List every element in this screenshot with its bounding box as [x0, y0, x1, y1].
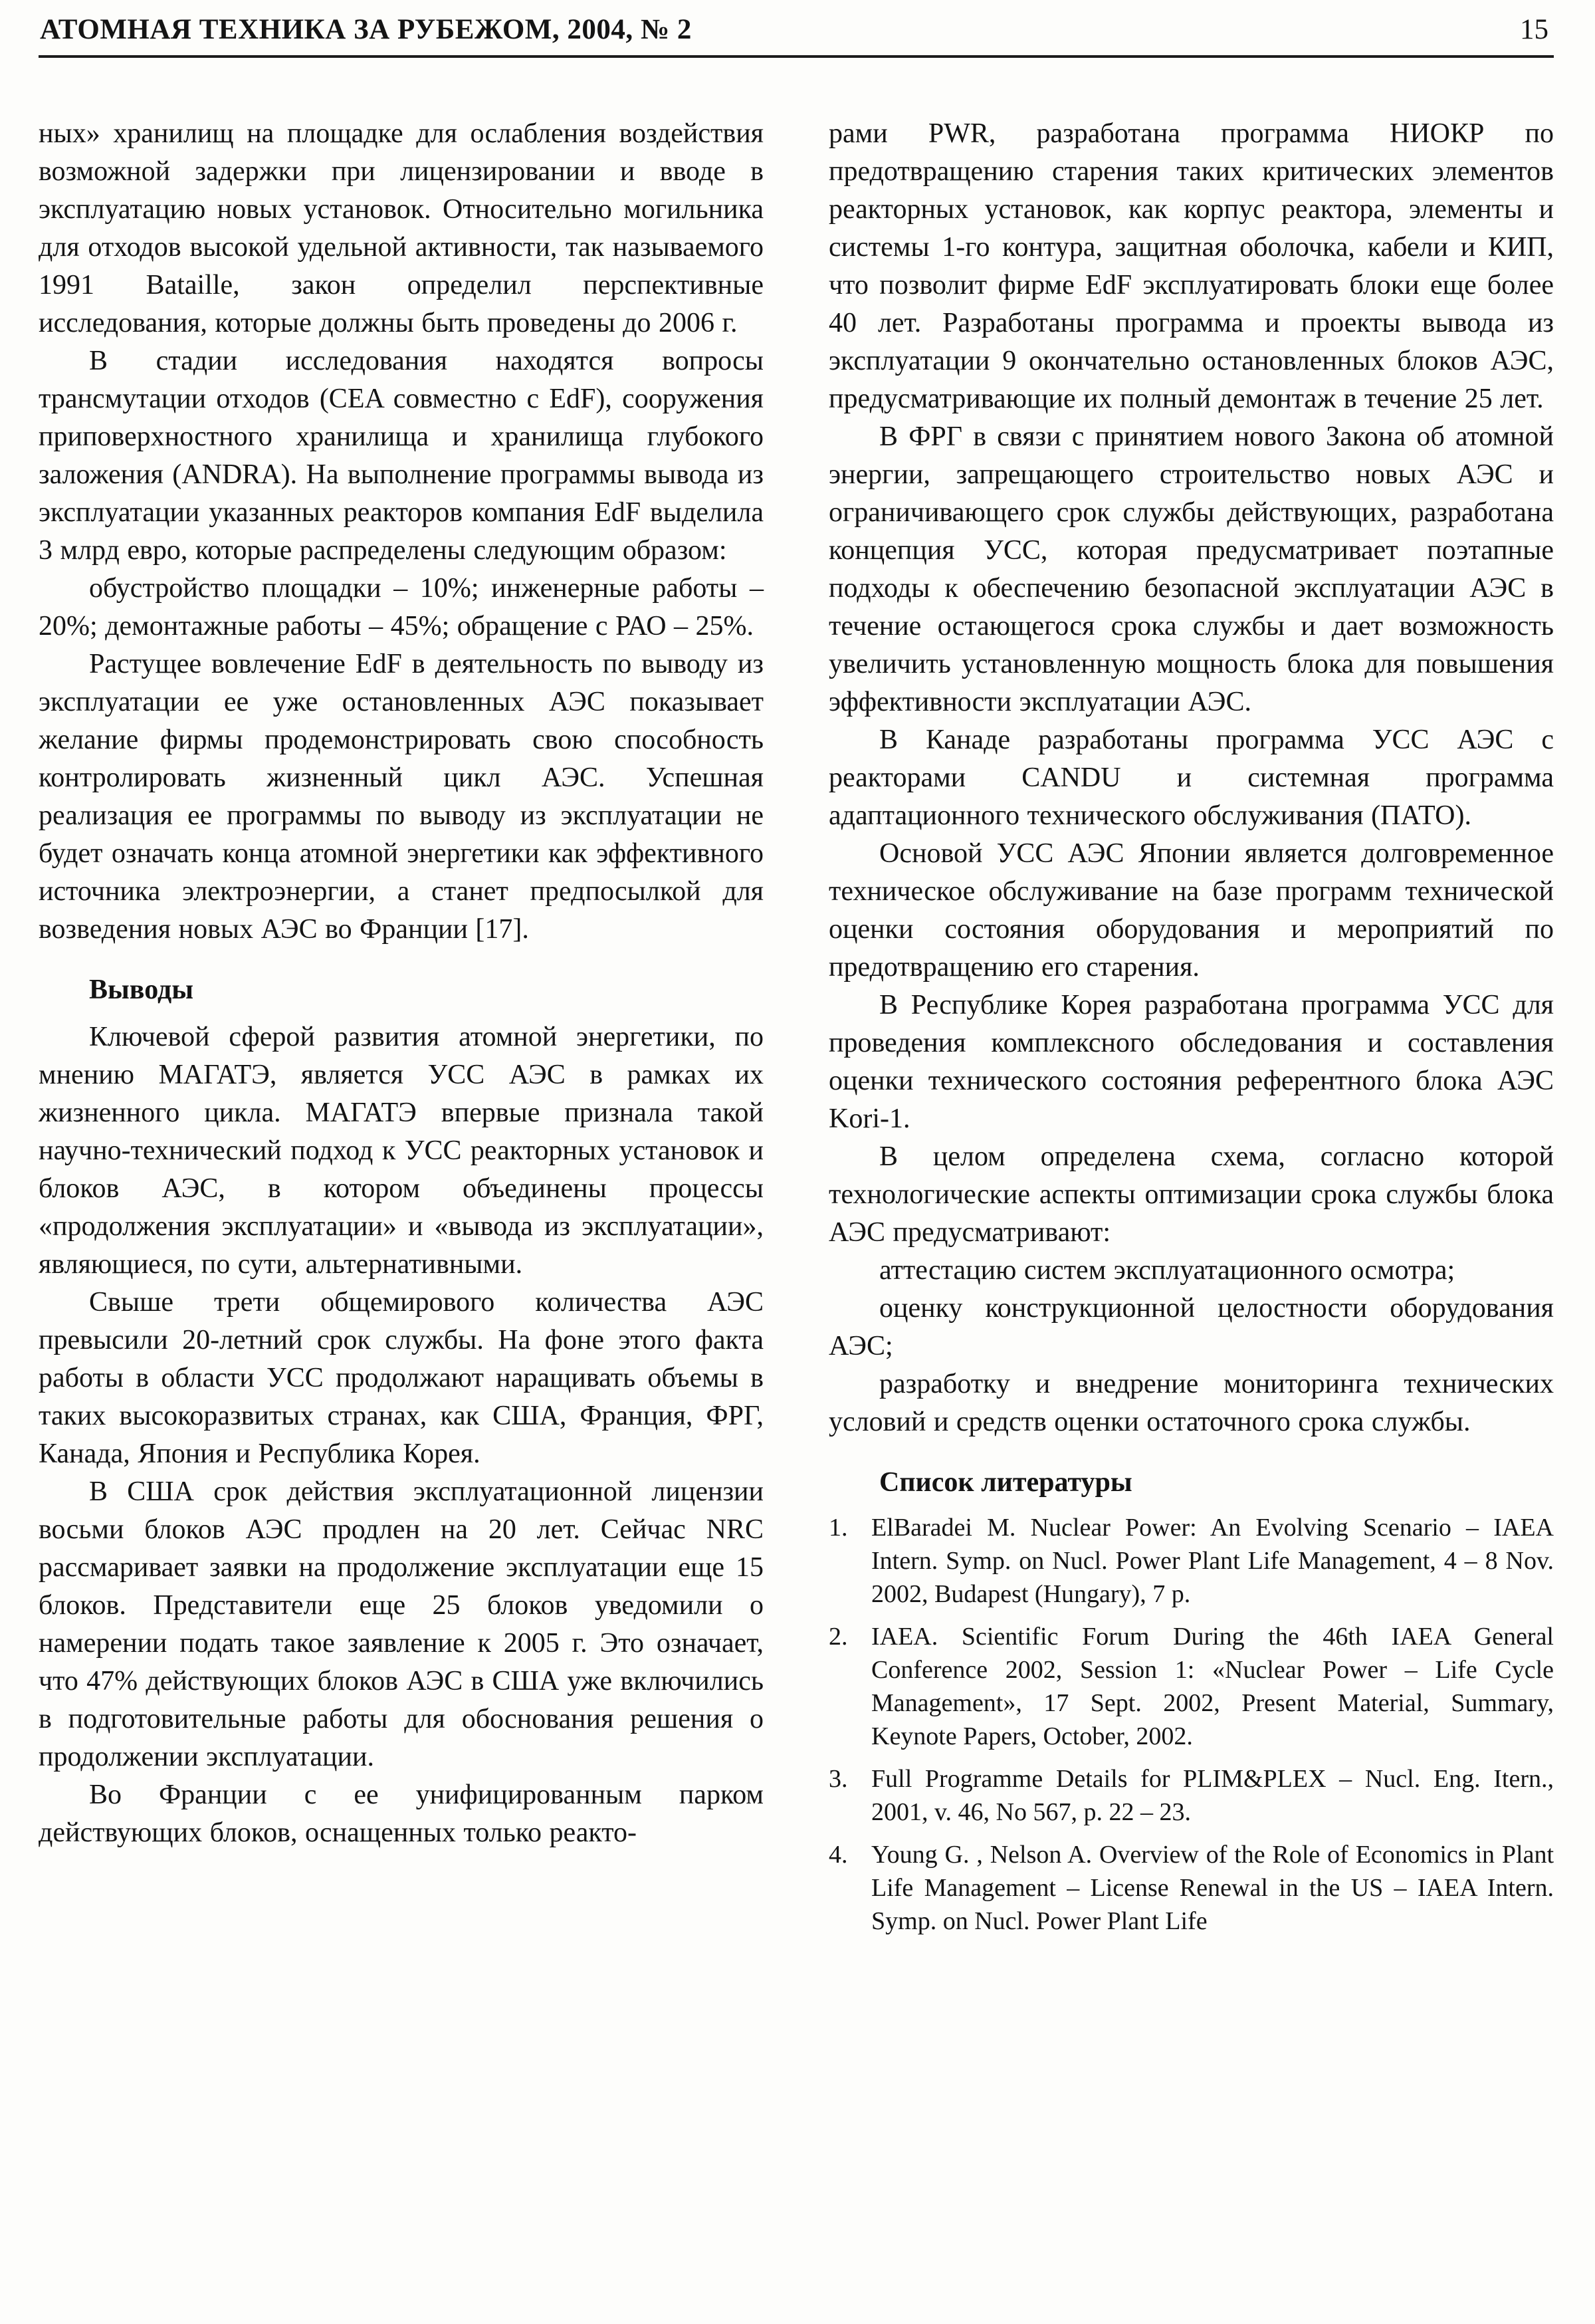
section-heading-references: Список литературы: [879, 1467, 1132, 1498]
page-number: 15: [1520, 14, 1548, 45]
reference-item: [829, 1762, 1554, 1829]
paragraph: Основой УСС АЭС Японии является долговременное техническое обслуживание на базе программ технической оценки состояния оборудования и мероприятий по предотвращению его старения.: [829, 838, 1554, 983]
reference-text: IAEA. Scientific Forum During the 46th IAEA General Conference 2002, Session 1: «Nuclear Power – Life Cycle Management», 17 Sept. 2002, Present Material, Summary, Keynote Papers, October, 2002.: [871, 1623, 1554, 1751]
section-heading-conclusions: Выводы: [89, 975, 194, 1006]
paragraph: В Канаде разработаны программа УСС АЭС с реакторами CANDU и системная программа адаптационного технического обслуживания (ПАТО).: [829, 725, 1554, 832]
paragraph: Во Франции с ее унифицированным парком действующих блоков, оснащенных только реакто-: [39, 1780, 764, 1849]
reference-item: [829, 1511, 1554, 1611]
two-column-body: [39, 115, 1554, 1947]
reference-text: ElBaradei M. Nuclear Power: An Evolving Scenario – IAEA Intern. Symp. on Nucl. Power Plant Life Management, 4 – 8 Nov. 2002, Budapest (Hungary), 7 p.: [871, 1514, 1554, 1609]
reference-item: [829, 1620, 1554, 1753]
paragraph: Свыше трети общемирового количества АЭС превысили 20-летний срок службы. На фоне этого факта работы в области УСС продолжают наращивать объемы в таких высокоразвитых странах, как США, Франция, ФРГ, Канада, Япония и Республика Корея.: [39, 1287, 764, 1470]
paragraph: разработку и внедрение мониторинга технических условий и средств оценки остаточного срока службы.: [829, 1369, 1554, 1438]
reference-text: Full Programme Details for PLIM&PLEX – Nucl. Eng. Itern., 2001, v. 46, No 567, p. 22 – 23.: [871, 1765, 1554, 1827]
paragraph: рами PWR, разработана программа НИОКР по предотвращению старения таких критических элементов реакторных установок, как корпус реактора, элементы и системы 1-го контура, защитная оболочка, кабели и КИП, что позволит фирме EdF эксплуатировать блоки еще более 40 лет. Разработаны программа и проекты вывода из эксплуатации 9 окончательно остановленных блоков АЭС, предусматривающие их полный демонтаж в течение 25 лет.: [829, 118, 1554, 415]
reference-list: [829, 1511, 1554, 1938]
right-column: [829, 115, 1554, 1947]
paragraph: аттестацию систем эксплуатационного осмотра;: [879, 1255, 1455, 1286]
left-column: [39, 115, 764, 1947]
paragraph: В ФРГ в связи с принятием нового Закона об атомной энергии, запрещающего строительство новых АЭС и ограничивающего срок службы действующих, разработана концепция УСС, которая предусматривает поэтапные подходы к обеспечению безопасной эксплуатации АЭС в течение остающегося срока службы и дает возможность увеличить установленную мощность блока для повышения эффективности эксплуатации АЭС.: [829, 421, 1554, 718]
header-divider: [39, 55, 1554, 58]
reference-number: 3.: [829, 1765, 848, 1794]
paragraph: В целом определена схема, согласно которой технологические аспекты оптимизации срока службы блока АЭС предусматривают:: [829, 1141, 1554, 1248]
journal-title: АТОМНАЯ ТЕХНИКА ЗА РУБЕЖОМ, 2004, № 2: [40, 14, 692, 45]
paragraph: В Республике Корея разработана программа УСС для проведения комплексного обследования и составления оценки технического состояния референтного блока АЭС Kori-1.: [829, 990, 1554, 1135]
reference-item: [829, 1838, 1554, 1938]
paragraph: Растущее вовлечение EdF в деятельность по выводу из эксплуатации ее уже остановленных АЭС показывает желание фирмы продемонстрировать свою способность контролировать жизненный цикл АЭС. Успешная реализация ее программы по выводу из эксплуатации не будет означать конца атомной энергетики как эффективного источника электроэнергии, а станет предпосылкой для возведения новых АЭС во Франции [17].: [39, 649, 764, 945]
reference-text: Young G. , Nelson A. Overview of the Role of Economics in Plant Life Management – License Renewal in the US – IAEA Intern. Symp. on Nucl. Power Plant Life: [871, 1841, 1554, 1936]
page-header: [39, 11, 1554, 55]
paragraph: оценку конструкционной целостности оборудования АЭС;: [829, 1293, 1554, 1362]
reference-number: 1.: [829, 1514, 848, 1542]
paragraph: В США срок действия эксплуатационной лицензии восьми блоков АЭС продлен на 20 лет. Сейчас NRC рассмаривает заявки на продолжение эксплуатации еще 15 блоков. Представители еще 25 блоков уведомили о намерении подать такое заявление к 2005 г. Это означает, что 47% действующих блоков АЭС в США уже включились в подготовительные работы для обоснования решения о продолжении эксплуатации.: [39, 1476, 764, 1773]
paragraph: ных» хранилищ на площадке для ослабления воздействия возможной задержки при лицензировании и вводе в эксплуатацию новых установок. Относительно могильника для отходов высокой удельной активности, так называемого 1991 Bataille, закон определил перспективные исследования, которые должны быть проведены до 2006 г.: [39, 118, 764, 339]
reference-number: 4.: [829, 1841, 848, 1869]
reference-number: 2.: [829, 1623, 848, 1651]
paragraph: В стадии исследования находятся вопросы трансмутации отходов (CEA совместно с EdF), сооружения приповерхностного хранилища и хранилища глубокого заложения (ANDRA). На выполнение программы вывода из эксплуатации указанных реакторов компания EdF выделила 3 млрд евро, которые распределены следующим образом:: [39, 346, 764, 566]
paragraph: Ключевой сферой развития атомной энергетики, по мнению МАГАТЭ, является УСС АЭС в рамках их жизненного цикла. МАГАТЭ впервые признала такой научно-технический подход к УСС реакторных установок и блоков АЭС, в котором объединены процессы «продолжения эксплуатации» и «вывода из эксплуатации», являющиеся, по сути, альтернативными.: [39, 1022, 764, 1280]
paragraph: обустройство площадки – 10%; инженерные работы – 20%; демонтажные работы – 45%; обращение с РАО – 25%.: [39, 573, 764, 642]
